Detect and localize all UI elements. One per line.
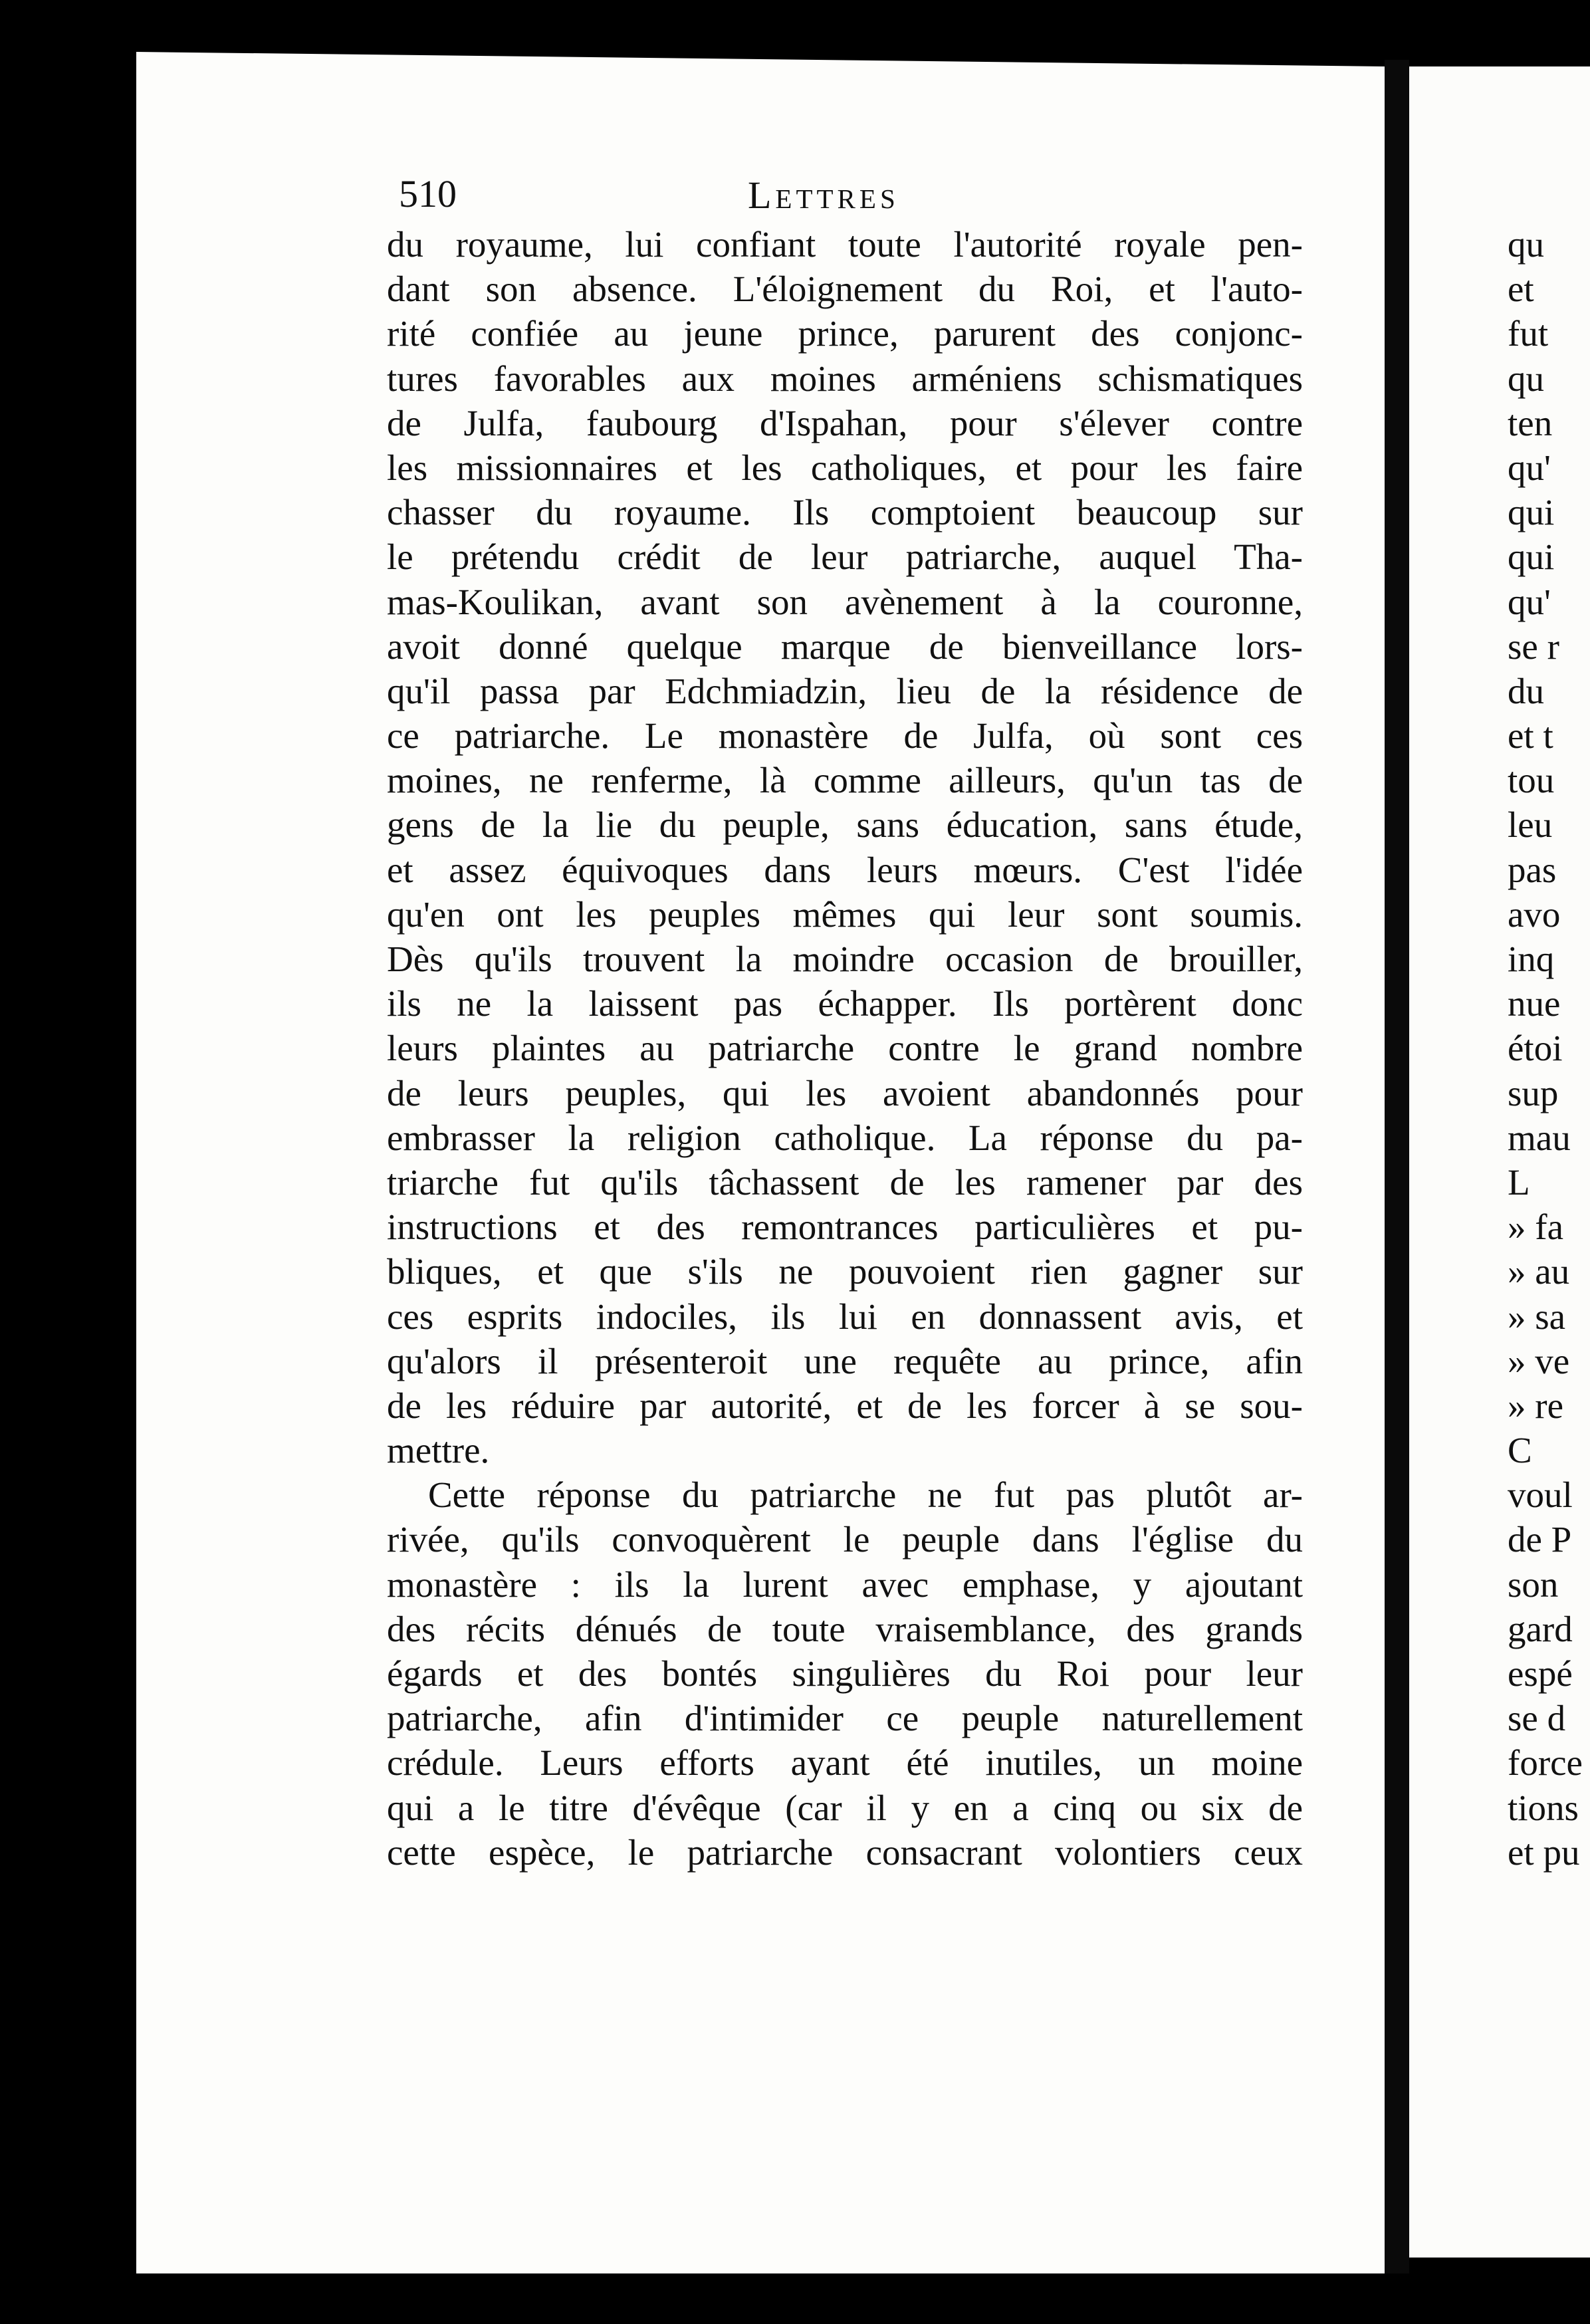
facing-text-line: » ve bbox=[1508, 1340, 1570, 1381]
facing-text-line: étoi bbox=[1508, 1028, 1563, 1069]
facing-text-line: mau bbox=[1508, 1117, 1571, 1158]
text-line: ce patriarche. Le monastère de Julfa, où sont ces bbox=[387, 715, 1303, 756]
facing-text-line: L bbox=[1508, 1161, 1530, 1203]
facing-text-line: nue bbox=[1508, 983, 1561, 1024]
facing-text-line: et bbox=[1508, 269, 1534, 310]
text-line: leurs plaintes au patriarche contre le grand nombre bbox=[387, 1028, 1303, 1069]
facing-text-line: de P bbox=[1508, 1519, 1572, 1560]
text-line: patriarche, afin d'intimider ce peuple naturellement bbox=[387, 1698, 1303, 1739]
facing-text-line: espé bbox=[1508, 1653, 1573, 1694]
text-line: qu'en ont les peuples mêmes qui leur sont soumis. bbox=[387, 893, 1303, 935]
text-line: de les réduire par autorité, et de les forcer à se sou- bbox=[387, 1385, 1303, 1426]
facing-text-line: sup bbox=[1508, 1072, 1559, 1113]
facing-text-line: C bbox=[1508, 1430, 1532, 1471]
facing-text-line: » sa bbox=[1508, 1296, 1566, 1337]
text-line: ils ne la laissent pas échapper. Ils portèrent donc bbox=[387, 983, 1303, 1024]
facing-text-line: qu' bbox=[1508, 447, 1551, 488]
text-line: gens de la lie du peuple, sans éducation, sans étude, bbox=[387, 804, 1303, 846]
facing-text-line: fut bbox=[1508, 313, 1549, 354]
facing-text-line: leu bbox=[1508, 804, 1553, 846]
text-line: avoit donné quelque marque de bienveillance lors- bbox=[387, 626, 1303, 667]
text-line: les missionnaires et les catholiques, et pour les faire bbox=[387, 447, 1303, 488]
text-line: le prétendu crédit de leur patriarche, auquel Tha- bbox=[387, 536, 1303, 578]
text-line: des récits dénués de toute vraisemblance, des grands bbox=[387, 1608, 1303, 1649]
facing-text-line: » au bbox=[1508, 1251, 1570, 1292]
facing-text-line: se r bbox=[1508, 626, 1559, 667]
facing-text-line: qu bbox=[1508, 224, 1544, 265]
book-gutter bbox=[1385, 60, 1409, 2273]
facing-text-line: pas bbox=[1508, 849, 1557, 890]
text-line: mettre. bbox=[387, 1430, 490, 1471]
text-line: crédule. Leurs efforts ayant été inutiles, un moine bbox=[387, 1742, 1303, 1784]
facing-text-line: qui bbox=[1508, 492, 1555, 533]
text-line: dant son absence. L'éloignement du Roi, et l'auto- bbox=[387, 269, 1303, 310]
text-line: triarche fut qu'ils tâchassent de les ramener par des bbox=[387, 1161, 1303, 1203]
text-line: rité confiée au jeune prince, parurent des conjonc- bbox=[387, 313, 1303, 354]
facing-text-line: qu bbox=[1508, 358, 1544, 399]
body-text bbox=[387, 222, 1303, 1875]
text-line: et assez équivoques dans leurs mœurs. C'est l'idée bbox=[387, 849, 1303, 890]
facing-text-line: » re bbox=[1508, 1385, 1563, 1426]
facing-text-line: » fa bbox=[1508, 1207, 1563, 1248]
facing-text-line: qu' bbox=[1508, 581, 1551, 622]
text-line: qui a le titre d'évêque (car il y en a cinq ou six de bbox=[387, 1787, 1303, 1828]
facing-text-line: tions bbox=[1508, 1787, 1579, 1828]
facing-text-line: avo bbox=[1508, 893, 1561, 935]
facing-text-line: du bbox=[1508, 670, 1544, 711]
facing-text-line: son bbox=[1508, 1564, 1559, 1605]
text-line: embrasser la religion catholique. La réponse du pa- bbox=[387, 1117, 1303, 1158]
text-line: instructions et des remontrances particulières et pu- bbox=[387, 1207, 1303, 1248]
text-line: tures favorables aux moines arméniens schismatiques bbox=[387, 358, 1303, 399]
text-line: égards et des bontés singulières du Roi pour leur bbox=[387, 1653, 1303, 1694]
text-line: Cette réponse du patriarche ne fut pas plutôt ar- bbox=[428, 1474, 1303, 1516]
page-number: 510 bbox=[399, 172, 457, 215]
facing-text-line: inq bbox=[1508, 939, 1555, 979]
facing-page-text bbox=[1508, 222, 1590, 1875]
text-line: chasser du royaume. Ils comptoient beaucoup sur bbox=[387, 492, 1303, 533]
page-header bbox=[0, 172, 1590, 218]
facing-text-line: ten bbox=[1508, 402, 1553, 443]
text-line: qu'il passa par Edchmiadzin, lieu de la résidence de bbox=[387, 670, 1303, 711]
text-line: du royaume, lui confiant toute l'autorité royale pen- bbox=[387, 224, 1303, 265]
facing-text-line: et t bbox=[1508, 715, 1553, 756]
text-line: Dès qu'ils trouvent la moindre occasion de brouiller, bbox=[387, 939, 1303, 979]
text-line: cette espèce, le patriarche consacrant volontiers ceux bbox=[387, 1831, 1303, 1873]
facing-text-line: force bbox=[1508, 1742, 1583, 1784]
text-line: de Julfa, faubourg d'Ispahan, pour s'élever contre bbox=[387, 402, 1303, 443]
text-line: moines, ne renferme, là comme ailleurs, qu'un tas de bbox=[387, 760, 1303, 801]
text-line: mas-Koulikan, avant son avènement à la couronne, bbox=[387, 581, 1303, 622]
facing-text-line: voul bbox=[1508, 1474, 1573, 1516]
text-line: rivée, qu'ils convoquèrent le peuple dans l'église du bbox=[387, 1519, 1303, 1560]
text-line: de leurs peuples, qui les avoient abandonnés pour bbox=[387, 1072, 1303, 1113]
facing-text-line: qui bbox=[1508, 536, 1555, 578]
text-line: monastère : ils la lurent avec emphase, y ajoutant bbox=[387, 1564, 1303, 1605]
text-line: ces esprits indociles, ils lui en donnassent avis, et bbox=[387, 1296, 1303, 1337]
text-line: qu'alors il présenteroit une requête au prince, afin bbox=[387, 1340, 1303, 1381]
running-title: Lettres bbox=[748, 174, 899, 217]
facing-text-line: gard bbox=[1508, 1608, 1573, 1649]
text-line: bliques, et que s'ils ne pouvoient rien gagner sur bbox=[387, 1251, 1303, 1292]
facing-text-line: tou bbox=[1508, 760, 1555, 801]
facing-text-line: se d bbox=[1508, 1698, 1566, 1739]
facing-text-line: et pu bbox=[1508, 1831, 1580, 1873]
